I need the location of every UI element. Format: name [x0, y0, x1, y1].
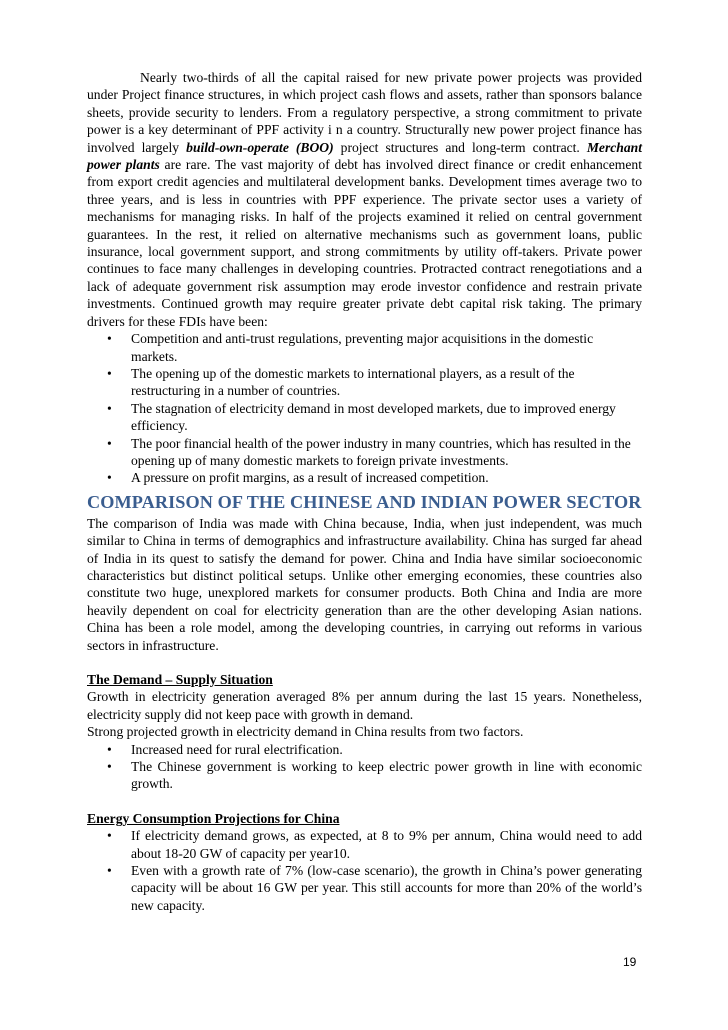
- bullet-icon: •: [107, 435, 112, 451]
- demand-supply-heading: The Demand – Supply Situation: [87, 672, 273, 687]
- list-item: • A pressure on profit margins, as a result of increased competition.: [107, 470, 489, 486]
- boo-emphasis: build-own-operate (BOO): [186, 139, 334, 155]
- document-page: [87, 69, 642, 914]
- list-item: • Increased need for rural electrification.: [107, 741, 343, 757]
- list-item: • The Chinese government is working to keep electric power growth in line with economic growth.: [107, 759, 642, 792]
- fdi-drivers-list: [87, 330, 642, 487]
- bullet-icon: •: [107, 863, 112, 879]
- bullet-icon: •: [107, 828, 112, 844]
- intro-paragraph: Nearly two-thirds of all the capital raised for new private power projects was provided under Project finance structures, in which project cash flows and assets, rather than sponsors balance sheets, provide security to lenders. From a regulatory perspective, a strong commitment to private power is a key determinant of PPF activity i n a country. Structurally new power project finance has involved largely build-own-operate (BOO) project structures and long-term contract. Merchant power plants are rare. The vast majority of debt has involved direct finance or credit enhancement from export credit agencies and multilateral development banks. Development times average two to three years, and is less in countries with PPF experience. The private sector uses a variety of mechanisms for managing risks. In half of the projects examined it relied on central government guarantees. In the rest, it relied on alternative mechanisms such as government loans, public insurance, local government support, and strong commitments by utility off-takers. Private power continues to face many challenges in developing countries. Protracted contract renegotiations and a lack of adequate government risk assumption may erode investor confidence and restrain private investments. Continued growth may require greater private debt capital risk taking. The primary drivers for these FDIs have been:: [87, 70, 642, 329]
- comparison-heading: COMPARISON OF THE CHINESE AND INDIAN POWER SECTOR: [87, 491, 642, 512]
- bullet-icon: •: [107, 331, 112, 347]
- list-item: • The opening up of the domestic markets to international players, as a result of the restructuring in a number of countries.: [107, 365, 575, 399]
- list-item: • If electricity demand grows, as expected, at 8 to 9% per annum, China would need to add about 18-20 GW of capacity per year10.: [107, 828, 642, 861]
- list-item: • The poor financial health of the power industry in many countries, which has resulted in the opening up of many domestic markets to foreign private investments.: [107, 435, 631, 468]
- list-item: • Even with a growth rate of 7% (low-case scenario), the growth in China’s power generating capacity will be about 16 GW per year. This still accounts for more than 20% of the world’s new capacity.: [107, 863, 642, 913]
- demand-factors-list: [87, 741, 642, 793]
- bullet-icon: •: [107, 741, 112, 757]
- energy-projections-heading: Energy Consumption Projections for China: [87, 810, 340, 826]
- spacer: [87, 793, 642, 810]
- demand-supply-factors: Strong projected growth in electricity demand in China results from two factors.: [87, 724, 524, 740]
- spacer: [87, 654, 642, 671]
- energy-projections-list: [87, 827, 642, 914]
- bullet-icon: •: [107, 759, 112, 775]
- bullet-icon: •: [107, 400, 112, 416]
- list-item: • Competition and anti-trust regulations, preventing major acquisitions in the domestic markets.: [107, 331, 594, 364]
- page-number: 19: [623, 955, 637, 969]
- merchant-power-emphasis: Merchant power plants: [87, 139, 642, 173]
- comparison-paragraph: The comparison of India was made with China because, India, when just independent, was much similar to China in terms of demographics and infrastructure availability. China has surged far ahead of India in its quest to satisfy the demand for power. China and India have similar socioeconomic characteristics but distinct political setups. Unlike other emerging economies, these countries also constitute two huge, unexplored markets for consumer products. Both China and India are more heavily dependent on coal for electricity generation than are the other developing Asian nations. China has been a role model, among the developing countries, in carrying out reforms in various sectors in infrastructure.: [87, 515, 642, 653]
- demand-supply-paragraph: Growth in electricity generation averaged 8% per annum during the last 15 years. Nonetheless, electricity supply did not keep pace with growth in demand.: [87, 689, 642, 722]
- bullet-icon: •: [107, 470, 112, 486]
- list-item: • The stagnation of electricity demand in most developed markets, due to improved energy efficiency.: [107, 400, 616, 434]
- bullet-icon: •: [107, 365, 112, 381]
